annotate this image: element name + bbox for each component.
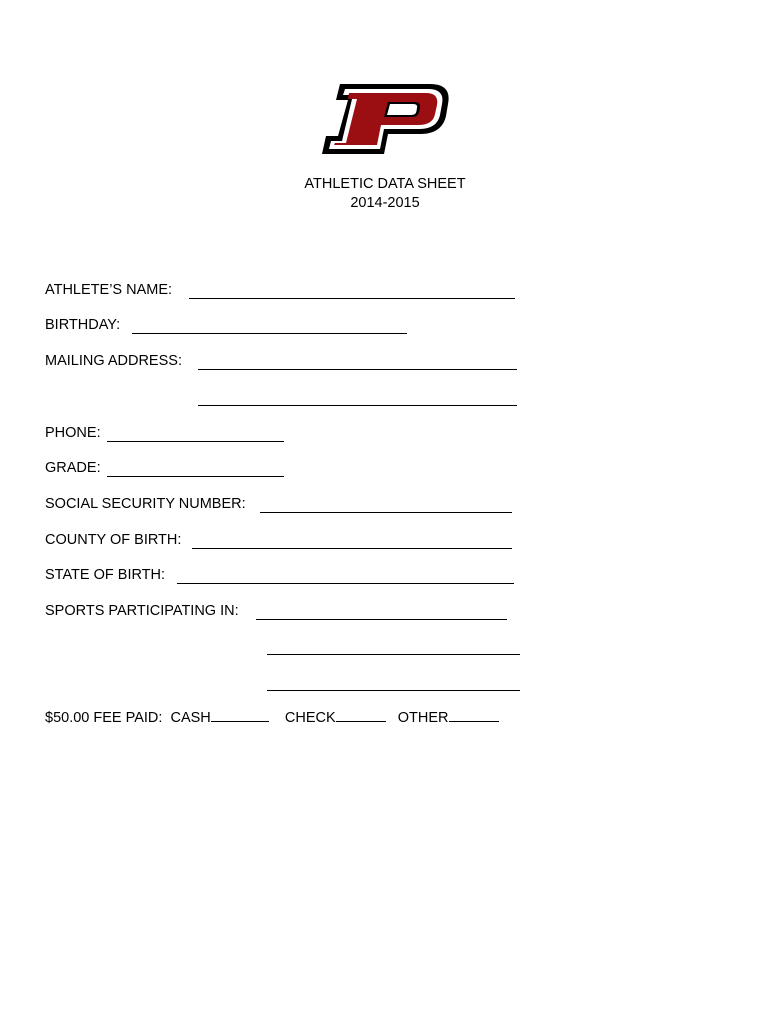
fee-other-label: OTHER	[397, 710, 449, 726]
sports-label: SPORTS PARTICIPATING IN:	[45, 603, 239, 619]
school-p-logo	[318, 80, 454, 160]
mailing-address-label: MAILING ADDRESS:	[45, 353, 182, 369]
phone-label: PHONE:	[45, 425, 101, 441]
grade-label: GRADE:	[45, 460, 101, 476]
form-year: 2014-2015	[350, 195, 420, 211]
state-of-birth-field[interactable]	[177, 583, 514, 584]
athlete-name-label: ATHLETE’S NAME:	[45, 282, 173, 298]
fee-label: $50.00 FEE PAID:	[45, 710, 163, 726]
birthday-label: BIRTHDAY:	[45, 317, 121, 333]
mailing-address-field-2[interactable]	[198, 405, 517, 406]
fee-row	[45, 709, 499, 726]
fee-cash-label: CASH	[170, 710, 211, 726]
grade-field[interactable]	[107, 476, 284, 477]
ssn-label: SOCIAL SECURITY NUMBER:	[45, 496, 246, 512]
sports-field-3[interactable]	[267, 690, 520, 691]
fee-cash-field[interactable]	[211, 709, 269, 722]
mailing-address-field-1[interactable]	[198, 369, 517, 370]
sports-field-1[interactable]	[256, 619, 507, 620]
sports-field-2[interactable]	[267, 654, 520, 655]
athlete-name-field[interactable]	[189, 298, 515, 299]
county-of-birth-field[interactable]	[192, 548, 512, 549]
county-of-birth-label: COUNTY OF BIRTH:	[45, 532, 182, 548]
birthday-field[interactable]	[132, 333, 407, 334]
fee-other-field[interactable]	[449, 709, 499, 722]
form-title-text: ATHLETIC DATA SHEET	[304, 176, 466, 192]
ssn-field[interactable]	[260, 512, 512, 513]
phone-field[interactable]	[107, 441, 284, 442]
fee-check-label: CHECK	[284, 710, 336, 726]
state-of-birth-label: STATE OF BIRTH:	[45, 567, 166, 583]
form-title	[0, 175, 770, 213]
fee-check-field[interactable]	[336, 709, 386, 722]
